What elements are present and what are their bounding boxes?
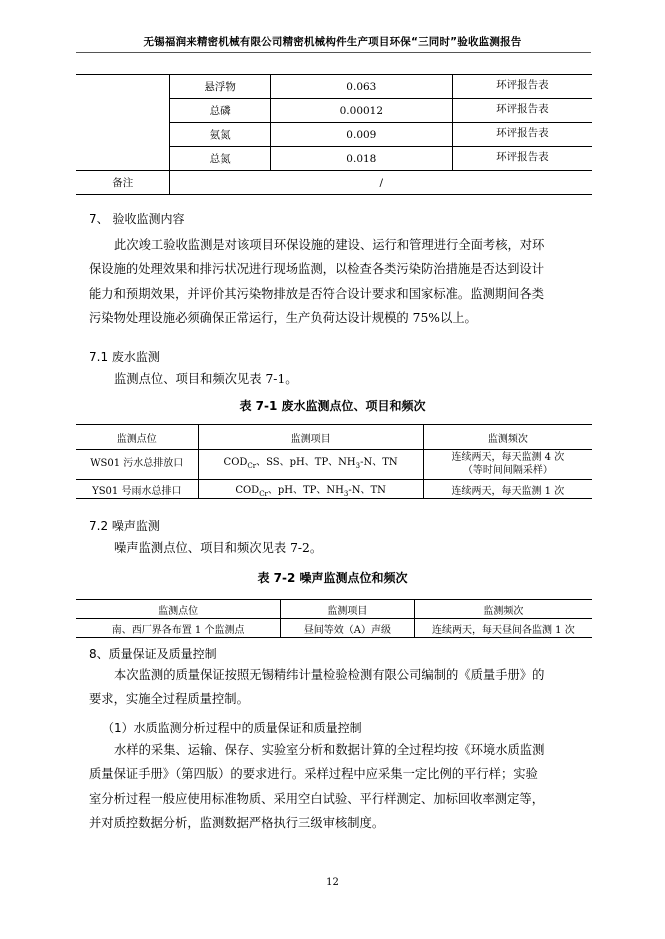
section-heading: 7.2 噪声监测: [89, 519, 160, 533]
table-row: [76, 480, 592, 499]
table-cell-frequency: 连续两天，每天昼间各监测 1 次: [414, 619, 592, 638]
table-cell-frequency: 连续两天，每天监测 1 次: [423, 480, 592, 499]
table-cell-item: 氨氮: [170, 123, 270, 147]
section-paragraph: 本次监测的质量保证按照无锡精纬计量检验检测有限公司编制的《质量手册》的 要求，实施全过程质量控制。: [89, 668, 545, 707]
section-paragraph: 水样的采集、运输、保存、实验室分析和数据计算的全过程均按《环境水质监测 质量保证手册》（第四版）的要求进行。采样过程中应采集一定比例的平行样；实验 室分析过程一般应使用标准物质、采用空白试验、平行样测定、加标回收率测定等， 并对质控数据分析，监测数据严格执行三级审核制度。: [89, 743, 545, 830]
table-cell-frequency: 连续两天，每天监测 4 次 （等时间间隔采样）: [423, 450, 592, 480]
section-paragraph: 监测点位、项目和频次见表 7-1。: [114, 372, 298, 386]
table-cell-value: 0.018: [270, 147, 452, 171]
remark-label: 备注: [76, 171, 170, 195]
page-header: 无锡福润来精密机械有限公司精密机械构件生产项目环保“三同时”验收监测报告: [143, 36, 522, 48]
column-header: 监测点位: [76, 600, 281, 619]
table-cell-items: $COD_{Cr}$、pH、TP、$NH_3-N$、TN: [198, 480, 423, 499]
header-rule: [76, 52, 591, 53]
table-title: 表 7-2 噪声监测点位和频次: [257, 571, 408, 585]
table-cell-source: 环评报告表: [452, 147, 592, 171]
table-cell-item: 悬浮物: [170, 75, 270, 99]
table-row: [76, 75, 592, 99]
subsection-heading: （1）水质监测分析过程中的质量保证和质量控制: [102, 721, 362, 735]
section-heading: 8、质量保证及质量控制: [89, 647, 217, 661]
table-row-remark: [76, 171, 592, 195]
column-header: 监测点位: [76, 425, 198, 450]
table-cell-value: 0.00012: [270, 99, 452, 123]
table-header-row: [76, 600, 592, 619]
table-cell-point: YS01 号雨水总排口: [92, 485, 182, 497]
table-cell-source: 环评报告表: [452, 123, 592, 147]
table-row: [76, 450, 592, 480]
table-row: [76, 619, 592, 638]
table-row: [76, 147, 592, 171]
column-header: 监测项目: [198, 425, 423, 450]
table-title: 表 7-1 废水监测点位、项目和频次: [239, 399, 426, 413]
section-paragraph: 此次竣工验收监测是对该项目环保设施的建设、运行和管理进行全面考核，对环 保设施的处理效果和排污状况进行现场监测，以检查各类污染防治措施是否达到设计 能力和预期效果，并评价其污染物排放是否符合设计要求和国家标准。监测期间各类 污染物处理设施必须确保正常运行，生产负荷达设计规模的 75%以上。: [89, 238, 545, 325]
table-header-row: [76, 425, 592, 450]
column-header: 监测频次: [414, 600, 592, 619]
table-cell-value: 0.009: [270, 123, 452, 147]
emission-total-table: [76, 74, 592, 195]
table-cell-item: 总氮: [170, 147, 270, 171]
table-cell-items: $COD_{Cr}$、SS、pH、TP、$NH_3-N$、TN: [198, 450, 423, 480]
table-row: [76, 123, 592, 147]
section-heading: 7、 验收监测内容: [89, 212, 185, 226]
column-header: 监测项目: [281, 600, 415, 619]
table-cell-point: WS01 污水总排放口: [76, 450, 198, 480]
noise-monitoring-table: [76, 599, 592, 638]
section-heading: 7.1 废水监测: [89, 350, 160, 364]
column-header: 监测频次: [423, 425, 592, 450]
section-paragraph: 噪声监测点位、项目和频次见表 7-2。: [114, 541, 323, 555]
wastewater-monitoring-table: [76, 424, 592, 499]
table-cell-point: 南、西厂界各布置 1 个监测点: [111, 624, 245, 636]
table-cell-value: 0.063: [270, 75, 452, 99]
table-row: [76, 99, 592, 123]
table-cell-source: 环评报告表: [452, 99, 592, 123]
table-cell-item: 总磷: [170, 99, 270, 123]
table-cell-source: 环评报告表: [452, 75, 592, 99]
table-cell-item: 昼间等效（A）声级: [281, 619, 415, 638]
page-number: 12: [326, 877, 339, 888]
remark-value: /: [170, 171, 592, 195]
